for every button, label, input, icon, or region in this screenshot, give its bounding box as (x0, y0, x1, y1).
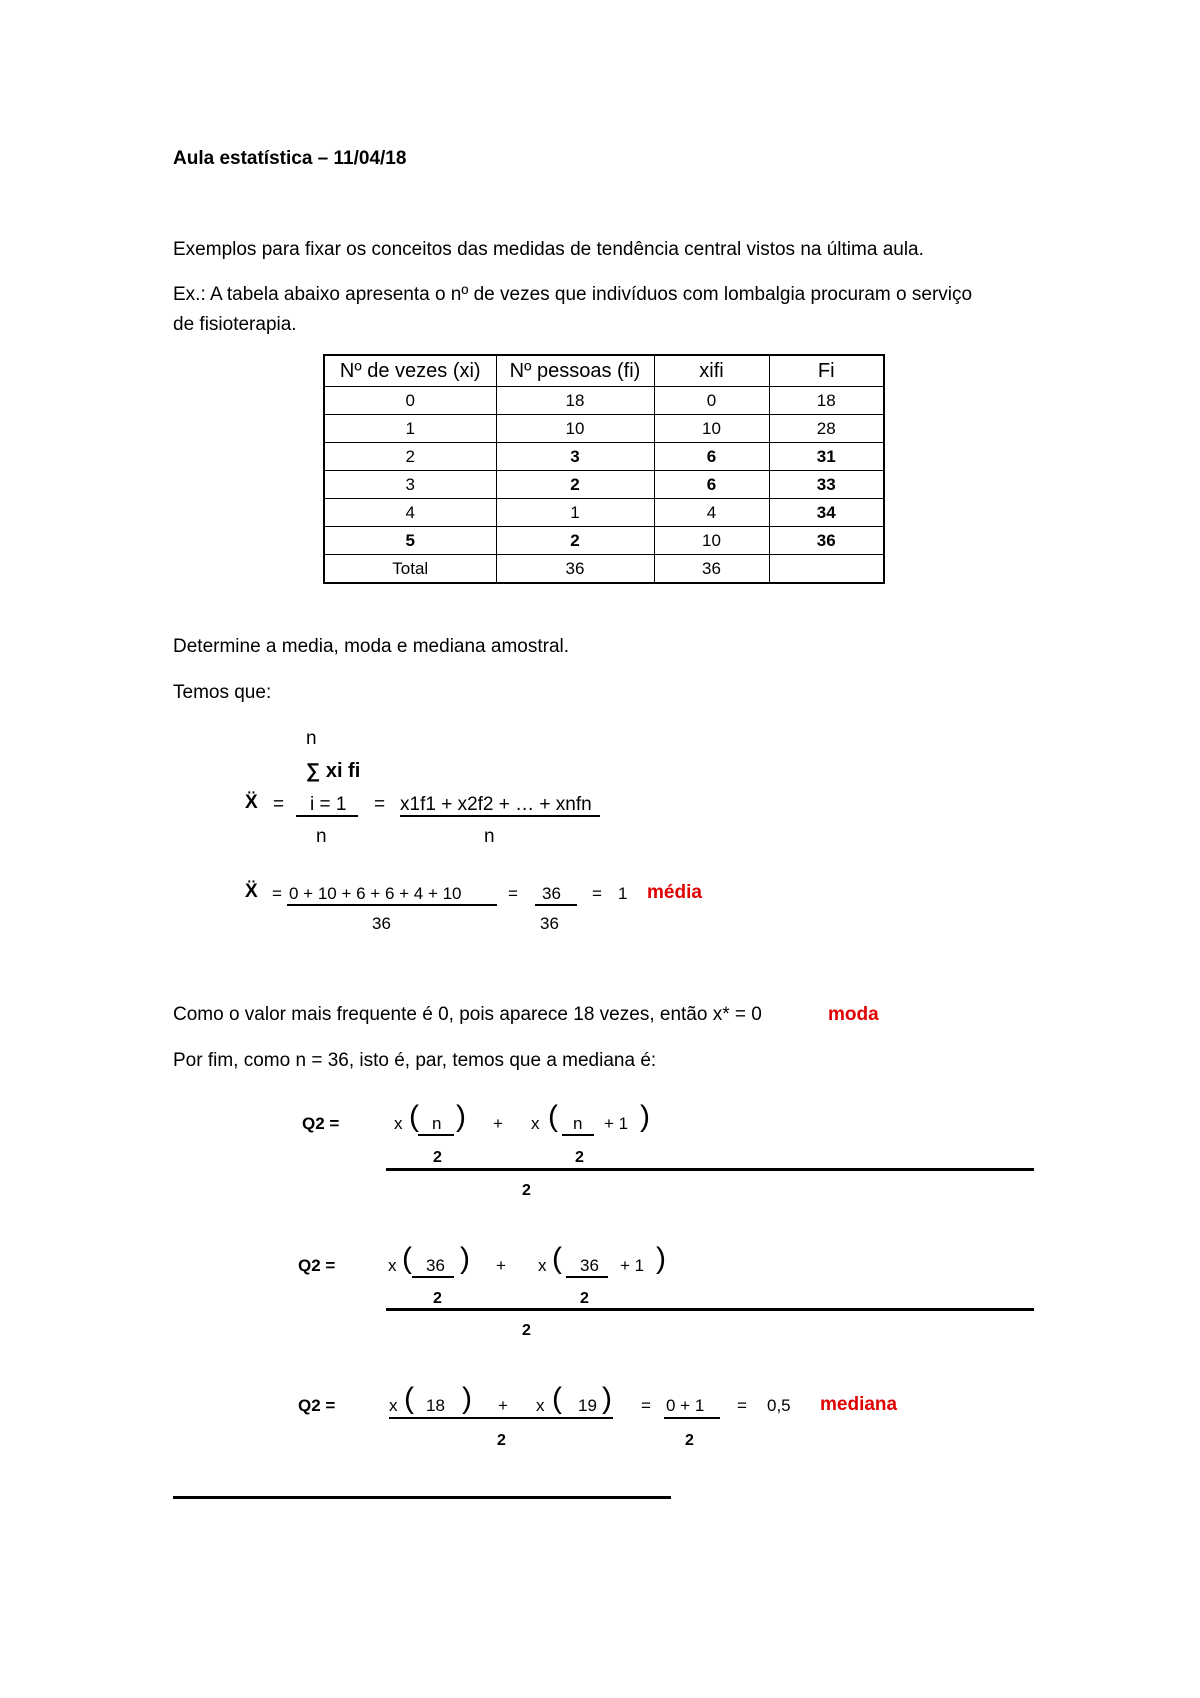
table-cell: 3 (324, 471, 496, 499)
formula-eq-2: = (374, 794, 386, 815)
mean-eq-3: = (592, 884, 602, 903)
q2c-bar-1 (389, 1417, 613, 1419)
q2c-rparen-1: ) (462, 1382, 472, 1415)
header-fi: Nº pessoas (fi) (496, 355, 654, 387)
q2a-lhs: Q2 = (302, 1114, 340, 1133)
q2b-x2: x (538, 1256, 547, 1275)
q2c-rparen-2: ) (602, 1382, 612, 1415)
intro-text: Exemplos para fixar os conceitos das medidas de tendência central vistos na última aula. (173, 239, 924, 260)
table-cell: 2 (496, 527, 654, 555)
table-cell: 0 (324, 387, 496, 415)
q2b-d2: 2 (580, 1290, 589, 1307)
formula-sum: ∑ xi fi (306, 760, 361, 782)
header-xifi: xifi (654, 355, 769, 387)
table-cell: 5 (324, 527, 496, 555)
header-xi: Nº de vezes (xi) (324, 355, 496, 387)
q2a-x2: x (531, 1114, 540, 1133)
table-cell: 3 (496, 443, 654, 471)
q2a-d2: 2 (575, 1149, 584, 1166)
table-cell: 34 (769, 499, 884, 527)
q2b-x1: x (388, 1256, 397, 1275)
q2b-n2: 36 (580, 1256, 599, 1275)
q2a-d1: 2 (433, 1149, 442, 1166)
table-header-row (324, 355, 884, 387)
temos-text: Temos que: (173, 682, 272, 703)
table-cell: Total (324, 555, 496, 584)
table-cell: 36 (769, 527, 884, 555)
table-cell: 18 (769, 387, 884, 415)
table-cell: 36 (496, 555, 654, 584)
q2c-result: 0,5 (767, 1396, 791, 1415)
formula-eq-1: = (273, 794, 285, 815)
q2c-v2: 19 (578, 1396, 597, 1415)
page-title: Aula estatística – 11/04/18 (173, 148, 407, 169)
formula-xbar: Ẍ (245, 792, 258, 813)
q2b-d1: 2 (433, 1290, 442, 1307)
q2b-n1: 36 (426, 1256, 445, 1275)
table-cell: 1 (496, 499, 654, 527)
q2c-bar-2 (664, 1417, 720, 1419)
table-cell: 10 (654, 415, 769, 443)
q2c-lparen-1: ( (404, 1382, 414, 1415)
mean-eq-1: = (272, 884, 282, 903)
q2a-n2: n (573, 1114, 583, 1133)
q2b-rparen-2: ) (656, 1242, 666, 1275)
q2a-plus: + (493, 1114, 503, 1133)
q2c-eq2: = (737, 1396, 747, 1415)
formula-expand: x1f1 + x2f2 + … + xnfn (400, 794, 592, 815)
question-text: Determine a media, moda e mediana amostral. (173, 636, 570, 657)
table-cell: 1 (324, 415, 496, 443)
table-cell: 33 (769, 471, 884, 499)
q2a-main-bar (386, 1168, 1034, 1171)
table-row (324, 471, 884, 499)
table-cell: 28 (769, 415, 884, 443)
example-line-1: Ex.: A tabela abaixo apresenta o nº de vezes que indivíduos com lombalgia procuram o serviço (173, 284, 973, 305)
table-cell: 2 (496, 471, 654, 499)
q2c-v1: 18 (426, 1396, 445, 1415)
mode-label: moda (828, 1004, 879, 1025)
q2b-plus1: + 1 (620, 1256, 645, 1275)
q2c-eq: = (641, 1396, 651, 1415)
example-line-2: de fisioterapia. (173, 314, 297, 335)
q2c-d2: 2 (685, 1432, 694, 1449)
table-row (324, 527, 884, 555)
formula-index: i = 1 (310, 794, 347, 815)
table-row (324, 415, 884, 443)
formula-n-bottom-2: n (484, 826, 495, 847)
table-cell: 6 (654, 471, 769, 499)
q2c-plus: + (498, 1396, 508, 1415)
q2c-label: mediana (820, 1394, 898, 1415)
formula-n-top: n (306, 728, 317, 749)
table-row (324, 387, 884, 415)
mean-numerator: 0 + 10 + 6 + 6 + 4 + 10 (289, 884, 462, 903)
q2b-den: 2 (522, 1322, 531, 1339)
table-total-row (324, 555, 884, 584)
q2a-bar-1 (418, 1134, 454, 1136)
q2c-lhs: Q2 = (298, 1396, 336, 1415)
q2c-x1: x (389, 1396, 398, 1415)
q2b-rparen-1: ) (460, 1242, 470, 1275)
mean-result: 1 (618, 884, 628, 903)
q2a-den: 2 (522, 1182, 531, 1199)
table-cell: 4 (324, 499, 496, 527)
mean-fraction-bar-1 (287, 904, 497, 906)
formula-fraction-bar-1 (296, 815, 358, 817)
header-Fi: Fi (769, 355, 884, 387)
table-row (324, 499, 884, 527)
q2b-lparen-2: ( (552, 1242, 562, 1275)
bottom-rule (173, 1496, 671, 1499)
table-cell: 6 (654, 443, 769, 471)
formula-n-bottom-1: n (316, 826, 327, 847)
mean-denominator: 36 (372, 914, 391, 933)
q2a-lparen-1: ( (409, 1100, 419, 1133)
mode-text: Como o valor mais frequente é 0, pois aparece 18 vezes, então x* = 0 (173, 1004, 762, 1025)
q2a-plus1: + 1 (604, 1114, 629, 1133)
q2a-n1: n (432, 1114, 442, 1133)
formula-fraction-bar-2 (400, 815, 600, 817)
q2b-lhs: Q2 = (298, 1256, 336, 1275)
q2b-bar-1 (412, 1276, 454, 1278)
q2a-rparen-2: ) (640, 1100, 650, 1133)
q2b-plus: + (496, 1256, 506, 1275)
table-cell: 18 (496, 387, 654, 415)
mean-numerator-2: 36 (542, 884, 561, 903)
q2c-lparen-2: ( (552, 1382, 562, 1415)
mean-xbar: Ẍ (245, 881, 258, 902)
q2b-bar-2 (566, 1276, 608, 1278)
q2a-x1: x (394, 1114, 403, 1133)
table-cell: 2 (324, 443, 496, 471)
mean-label: média (647, 882, 702, 903)
mean-denominator-2: 36 (540, 914, 559, 933)
q2b-lparen-1: ( (402, 1242, 412, 1275)
table-cell: 31 (769, 443, 884, 471)
table-cell: 10 (496, 415, 654, 443)
median-text: Por fim, como n = 36, isto é, par, temos que a mediana é: (173, 1050, 657, 1071)
q2c-d1: 2 (497, 1432, 506, 1449)
q2a-lparen-2: ( (548, 1100, 558, 1133)
table-row (324, 443, 884, 471)
q2c-num: 0 + 1 (666, 1396, 705, 1415)
q2a-bar-2 (562, 1134, 594, 1136)
q2c-x2: x (536, 1396, 545, 1415)
table-cell: 10 (654, 527, 769, 555)
q2a-rparen-1: ) (456, 1100, 466, 1133)
table-cell (769, 555, 884, 584)
mean-eq-2: = (508, 884, 518, 903)
table-cell: 36 (654, 555, 769, 584)
frequency-table (323, 354, 885, 584)
q2b-main-bar (386, 1308, 1034, 1311)
table-cell: 4 (654, 499, 769, 527)
mean-fraction-bar-2 (535, 904, 577, 906)
table-cell: 0 (654, 387, 769, 415)
